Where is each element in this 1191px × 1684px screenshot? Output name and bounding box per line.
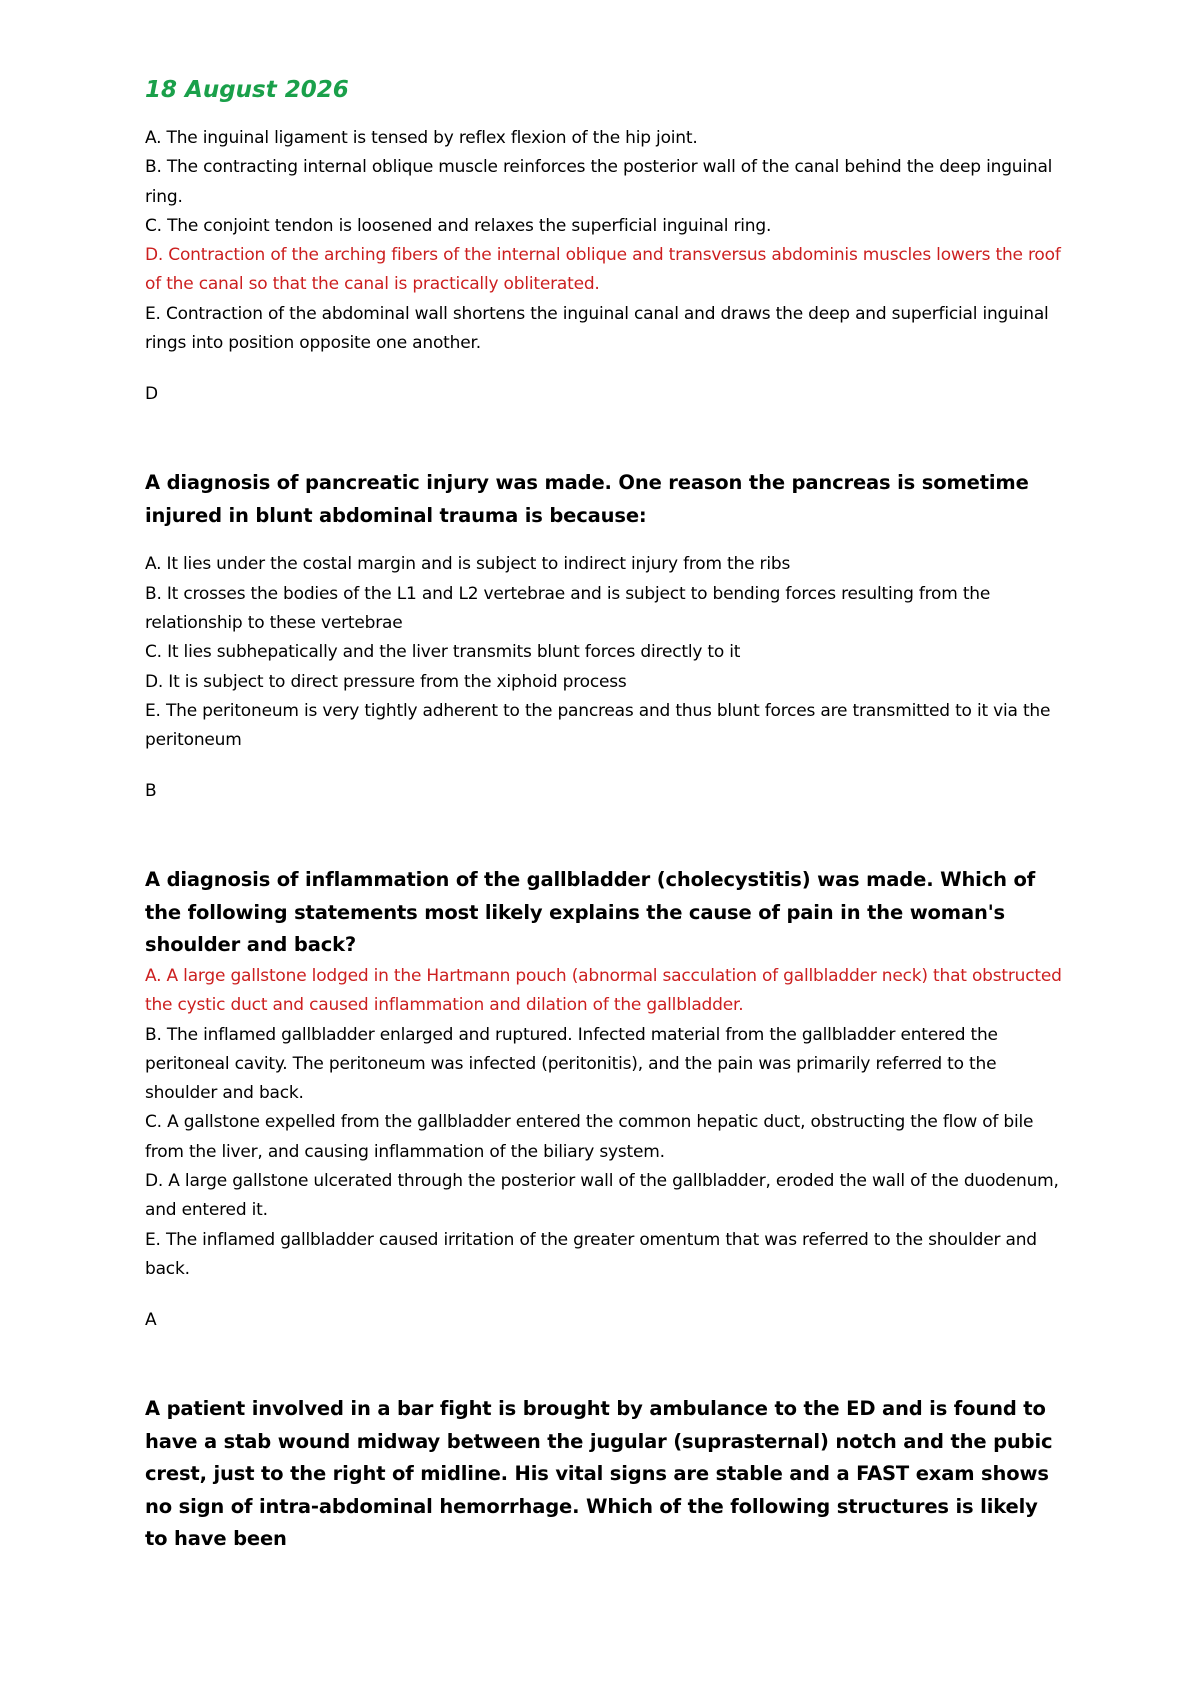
- option-e: E. The inflamed gallbladder caused irritation of the greater omentum that was referred to the shoulder and back.: [145, 1229, 1037, 1279]
- option-c: C. The conjoint tendon is loosened and relaxes the superficial inguinal ring.: [145, 215, 772, 236]
- page-date: 18 August 2026: [145, 77, 349, 103]
- option-d: D. It is subject to direct pressure from the xiphoid process: [145, 671, 627, 692]
- option-a: A. The inguinal ligament is tensed by reflex flexion of the hip joint.: [145, 128, 698, 148]
- answer-key: D: [145, 384, 159, 405]
- option-a: A. It lies under the costal margin and is subject to indirect injury from the ribs: [145, 554, 791, 575]
- question-stem: A patient involved in a bar fight is brought by ambulance to the ED and is found to have a stab wound midway between the jugular (suprasternal) notch and the pubic crest, just to the right of midline. His vital signs are stable and a FAST exam shows no sign of intra-abdominal hemorrhage. Which of the following structures is likely to have been: [145, 1397, 1053, 1551]
- document-page: [145, 70, 1065, 1556]
- answer-key: A: [145, 1310, 157, 1331]
- option-e: E. The peritoneum is very tightly adherent to the pancreas and thus blunt forces are transmitted to it via the peritoneum: [145, 700, 1051, 751]
- option-c: C. It lies subhepatically and the liver transmits blunt forces directly to it: [145, 642, 741, 663]
- answer-key: B: [145, 781, 157, 802]
- option-a-correct: A. A large gallstone lodged in the Hartmann pouch (abnormal sacculation of gallbladder neck) that obstructed the cystic duct and caused inflammation and dilation of the gallbladder.: [145, 965, 1062, 1016]
- question-block-1: [145, 124, 1065, 409]
- option-b: B. The contracting internal oblique muscle reinforces the posterior wall of the canal behind the deep inguinal ring.: [145, 157, 1053, 207]
- option-b: B. It crosses the bodies of the L1 and L2 vertebrae and is subject to bending forces resulting from the relationship to these vertebrae: [145, 583, 991, 633]
- question-stem: A diagnosis of inflammation of the gallbladder (cholecystitis) was made. Which of the following statements most likely explains the cause of pain in the woman's shoulder and back?: [145, 868, 1036, 957]
- option-e: E. Contraction of the abdominal wall shortens the inguinal canal and draws the deep and superficial inguinal rings into position opposite one another.: [145, 303, 1049, 354]
- option-d: D. A large gallstone ulcerated through the posterior wall of the gallbladder, eroded the wall of the duodenum, and entered it.: [145, 1171, 1059, 1221]
- question-block-3: [145, 864, 1065, 1335]
- option-c: C. A gallstone expelled from the gallbladder entered the common hepatic duct, obstructing the flow of bile from the liver, and causing inflammation of the biliary system.: [145, 1112, 1034, 1162]
- question-block-2: [145, 467, 1065, 806]
- question-stem: A diagnosis of pancreatic injury was made. One reason the pancreas is sometime injured in blunt abdominal trauma is because:: [145, 471, 1029, 527]
- option-d-correct: D. Contraction of the arching fibers of the internal oblique and transversus abdominis muscles lowers the roof of the canal so that the canal is practically obliterated.: [145, 245, 1061, 295]
- question-block-4: [145, 1393, 1065, 1556]
- option-b: B. The inflamed gallbladder enlarged and ruptured. Infected material from the gallbladder entered the peritoneal cavity. The peritoneum was infected (peritonitis), and the pain was primarily referred to the shoulder and back.: [145, 1024, 998, 1104]
